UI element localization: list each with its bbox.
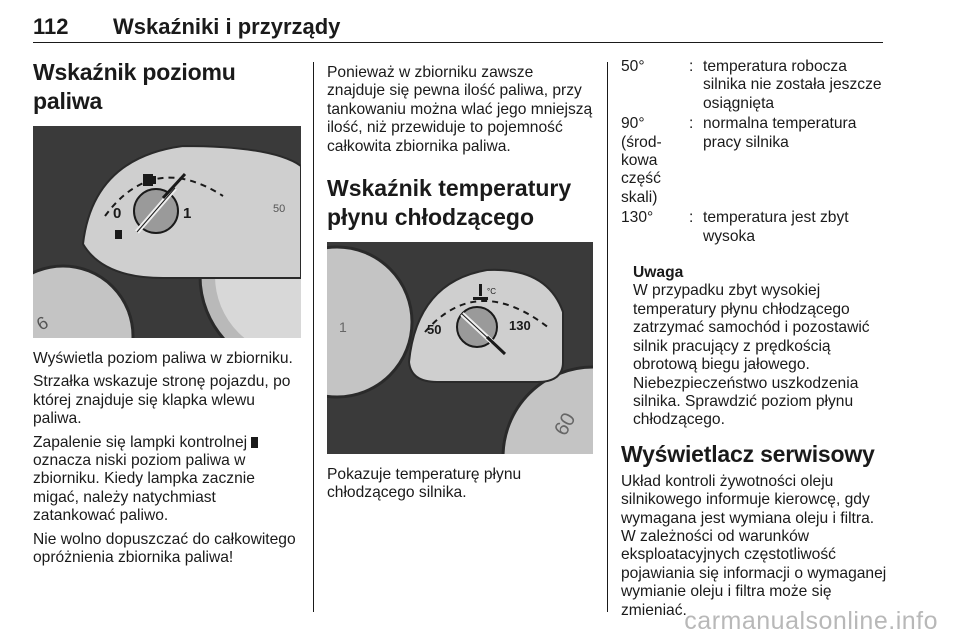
page-header: [33, 10, 883, 43]
table-row: [621, 115, 893, 209]
temp-description: temperatura robocza silnika nie została jeszcze osiągnięta: [703, 58, 882, 112]
temp-description: temperatura jest zbyt wysoka: [703, 209, 849, 245]
temperature-table: [621, 58, 893, 248]
tacho-label: 1: [339, 319, 347, 336]
fuel-warning-rest: oznacza niski poziom paliwa w zbiorniku. Kiedy lampka zacznie migać, należy natychmiast zatankować paliwo.: [33, 452, 255, 525]
fuel-paragraph-2: Strzałka wskazuje stronę pojazdu, po której znajduje się klapka wlewu paliwa.: [33, 373, 291, 428]
fuel-paragraph-5: Ponieważ w zbiorniku zawsze znajduje się pewna ilość paliwa, przy tankowaniu można wlać jego mniejszą ilość, niż przewiduje to pojemność całkowita zbiornika paliwa.: [327, 64, 593, 155]
fuel-paragraph-1: Wyświetla poziom paliwa w zbiorniku.: [33, 350, 293, 367]
fuel-section-title: Wskaźnik poziomu paliwa: [33, 59, 236, 114]
temp-value: 90° (środ-kowa część skali): [621, 115, 662, 206]
temp-description: normalna temperatura pracy silnika: [703, 115, 857, 151]
column-service: [621, 58, 893, 625]
speedo-label-sixty: 60: [550, 409, 581, 440]
watermark: carmanualsonline.info: [684, 607, 938, 635]
fuel-gauge-illustration: [33, 126, 301, 338]
temp-label-130: 130: [509, 318, 531, 334]
fuel-label-zero: 0: [113, 205, 122, 222]
fuel-warning-intro: Zapalenie się lampki kontrolnej: [33, 433, 248, 451]
fuel-paragraph-3: [33, 434, 301, 526]
temperature-caption: Pokazuje temperaturę płynu chłodzącego silnika.: [327, 466, 522, 502]
fuel-paragraph-4: Nie wolno dopuszczać do całkowitego opróżnienia zbiornika paliwa!: [33, 530, 296, 567]
service-section-title: Wyświetlacz serwisowy: [621, 440, 875, 467]
temp-label-fifty: 50: [427, 322, 442, 338]
note-title: Uwaga: [633, 264, 684, 282]
temp-value: 130°: [621, 209, 654, 227]
fuel-gauge-figure: [33, 126, 301, 338]
fuel-label-one: 1: [183, 205, 192, 222]
page-number: 112: [33, 14, 69, 39]
svg-text:6: 6: [33, 312, 52, 335]
coolant-note: [633, 264, 893, 430]
column-fuel: [33, 58, 301, 572]
note-text: W przypadku zbyt wysokiej temperatury płynu chłodzącego zatrzymać samochód i pozostawić silnik pracujący z prędkością obrotową biegu jałowego. Niebezpieczeństwo uszkodzenia silnika. Sprawdzić poziom płynu chłodzącego.: [633, 282, 870, 429]
temp-separator: :: [689, 115, 694, 133]
temp-value: 50°: [621, 58, 645, 75]
fuel-low-pump-icon: [115, 230, 122, 239]
temperature-section-title: Wskaźnik temperatury płynu chłodzącego: [327, 175, 572, 231]
column-divider-2: [607, 62, 608, 612]
fuel-warning-lamp-icon: [251, 437, 258, 448]
column-temperature: [327, 58, 593, 508]
temperature-gauge-illustration: [327, 242, 593, 454]
table-row: [621, 58, 893, 115]
temp-separator: :: [689, 209, 694, 227]
speedo-label: 50: [273, 203, 286, 215]
temp-unit-label: °C: [487, 287, 496, 297]
table-row: [621, 209, 893, 248]
service-text: Układ kontroli żywotności oleju silnikowego informuje kierowcę, gdy wymagana jest wymiana oleju i filtra. W zależności od warunków eksploatacyjnych częstotliwość pojawiania się informacji o wymaganej wymianie oleju i filtra może się zmieniać.: [621, 472, 887, 619]
temperature-gauge-figure: [327, 242, 593, 454]
chapter-title: Wskaźniki i przyrządy: [113, 14, 341, 39]
temp-separator: :: [689, 58, 694, 75]
column-divider-1: [313, 62, 314, 612]
